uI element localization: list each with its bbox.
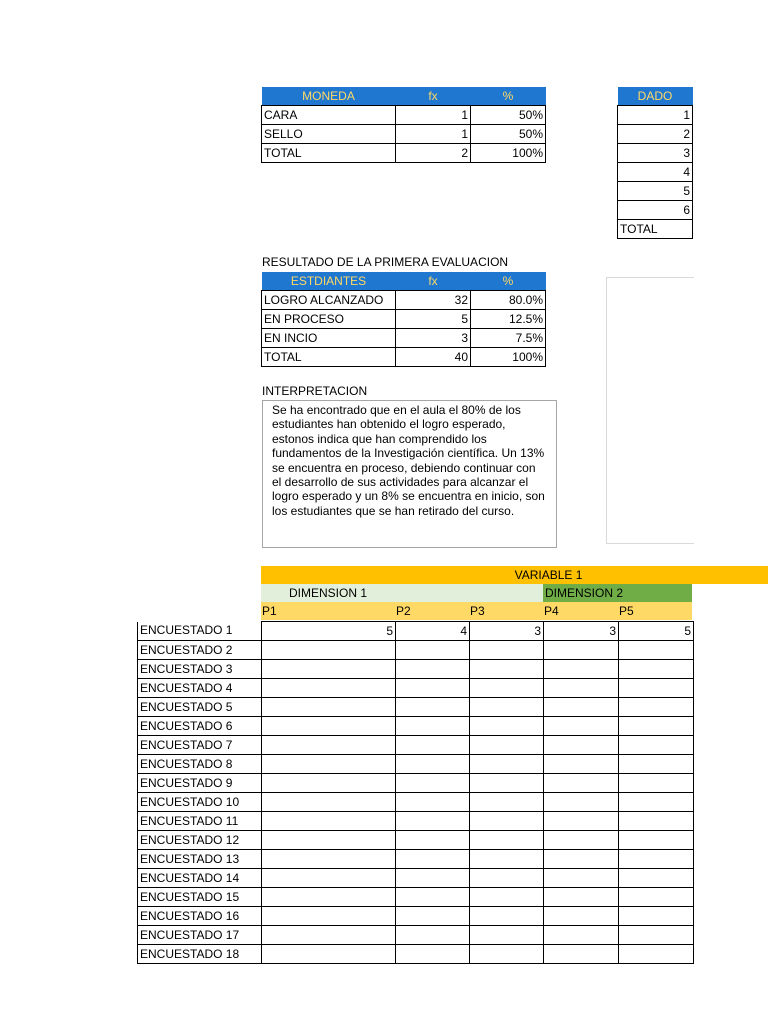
encuesta-cell-p3[interactable] — [470, 717, 544, 736]
encuesta-cell-p4[interactable] — [544, 888, 619, 907]
evaluacion-title: RESULTADO DE LA PRIMERA EVALUACION — [262, 255, 509, 269]
moneda-row-label[interactable]: SELLO — [262, 125, 396, 144]
encuesta-cell-p5[interactable] — [619, 736, 694, 755]
encuesta-cell-p3[interactable] — [470, 926, 544, 945]
evaluacion-row-pct[interactable]: 80.0% — [471, 291, 546, 310]
encuestado-label[interactable]: ENCUESTADO 5 — [138, 698, 262, 717]
moneda-header-row — [262, 87, 546, 106]
encuestado-label[interactable]: ENCUESTADO 12 — [138, 831, 262, 850]
encuesta-row — [138, 736, 694, 755]
chart-placeholder-frame[interactable] — [606, 277, 694, 544]
encuestado-label[interactable]: ENCUESTADO 6 — [138, 717, 262, 736]
moneda-header-label: MONEDA — [262, 87, 396, 106]
dado-row — [618, 125, 693, 144]
question-p4: P4 — [544, 604, 559, 618]
encuesta-cell-p3[interactable] — [470, 679, 544, 698]
encuesta-cell-p2[interactable] — [396, 945, 470, 964]
encuesta-cell-p2[interactable] — [396, 698, 470, 717]
encuesta-cell-p2[interactable] — [396, 717, 470, 736]
dado-value[interactable]: 5 — [618, 182, 693, 201]
variable-band — [261, 566, 768, 584]
encuesta-cell-p4[interactable] — [544, 698, 619, 717]
encuestado-label[interactable]: ENCUESTADO 4 — [138, 679, 262, 698]
encuesta-row — [138, 850, 694, 869]
dado-value[interactable]: 2 — [618, 125, 693, 144]
variable-label: VARIABLE 1 — [514, 568, 583, 582]
encuesta-cell-p1[interactable] — [262, 907, 396, 926]
encuesta-cell-p2[interactable] — [396, 679, 470, 698]
encuesta-cell-p5[interactable] — [619, 812, 694, 831]
encuesta-cell-p4[interactable] — [544, 907, 619, 926]
encuesta-row — [138, 717, 694, 736]
encuesta-row — [138, 793, 694, 812]
encuesta-cell-p3[interactable] — [470, 907, 544, 926]
encuesta-cell-p3[interactable] — [470, 850, 544, 869]
encuesta-cell-p5[interactable] — [619, 660, 694, 679]
moneda-row-pct[interactable]: 50% — [471, 125, 546, 144]
encuestado-label[interactable]: ENCUESTADO 17 — [138, 926, 262, 945]
encuesta-cell-p2[interactable] — [396, 812, 470, 831]
interpretacion-textbox[interactable] — [262, 400, 557, 548]
encuesta-cell-p2[interactable] — [396, 793, 470, 812]
encuesta-cell-p4[interactable] — [544, 812, 619, 831]
dado-header-row — [618, 87, 693, 106]
encuesta-cell-p1[interactable] — [262, 945, 396, 964]
dado-value[interactable]: 6 — [618, 201, 693, 220]
encuesta-cell-p2[interactable] — [396, 774, 470, 793]
evaluacion-row-fx[interactable]: 5 — [396, 310, 471, 329]
encuesta-cell-p4[interactable] — [544, 736, 619, 755]
dado-row — [618, 182, 693, 201]
encuesta-cell-p2[interactable] — [396, 869, 470, 888]
encuesta-cell-p4[interactable] — [544, 831, 619, 850]
evaluacion-row-label[interactable]: EN INCIO — [262, 329, 396, 348]
moneda-row — [262, 144, 546, 163]
encuesta-row — [138, 660, 694, 679]
encuesta-cell-p1[interactable] — [262, 850, 396, 869]
encuesta-cell-p3[interactable] — [470, 698, 544, 717]
encuestado-label[interactable]: ENCUESTADO 7 — [138, 736, 262, 755]
encuesta-cell-p3[interactable] — [470, 793, 544, 812]
encuesta-cell-p5[interactable] — [619, 755, 694, 774]
encuesta-cell-p4[interactable] — [544, 660, 619, 679]
evaluacion-row-fx[interactable]: 3 — [396, 329, 471, 348]
encuesta-row — [138, 869, 694, 888]
encuesta-cell-p3[interactable] — [470, 812, 544, 831]
encuesta-cell-p4[interactable] — [544, 945, 619, 964]
encuesta-cell-p4[interactable] — [544, 641, 619, 660]
encuesta-cell-p3[interactable] — [470, 660, 544, 679]
evaluacion-table — [261, 272, 546, 367]
moneda-row-fx[interactable]: 1 — [396, 106, 471, 125]
encuesta-cell-p2[interactable] — [396, 755, 470, 774]
encuesta-cell-p1[interactable] — [262, 679, 396, 698]
dado-row — [618, 144, 693, 163]
encuesta-cell-p2[interactable] — [396, 641, 470, 660]
dado-value[interactable]: 3 — [618, 144, 693, 163]
encuesta-cell-p5[interactable] — [619, 641, 694, 660]
question-p5: P5 — [619, 604, 634, 618]
encuesta-cell-p1[interactable] — [262, 755, 396, 774]
moneda-header-pct: % — [471, 87, 546, 106]
dado-row — [618, 106, 693, 125]
encuesta-cell-p1[interactable] — [262, 831, 396, 850]
encuesta-cell-p5[interactable]: 5 — [619, 622, 694, 641]
evaluacion-header-pct: % — [471, 272, 546, 291]
encuesta-cell-p2[interactable] — [396, 736, 470, 755]
dado-row — [618, 163, 693, 182]
encuesta-cell-p1[interactable] — [262, 774, 396, 793]
encuesta-cell-p2[interactable] — [396, 831, 470, 850]
encuesta-cell-p4[interactable] — [544, 717, 619, 736]
encuesta-cell-p5[interactable] — [619, 907, 694, 926]
encuesta-cell-p2[interactable] — [396, 660, 470, 679]
encuesta-row — [138, 698, 694, 717]
encuesta-cell-p3[interactable] — [470, 869, 544, 888]
encuesta-cell-p2[interactable] — [396, 907, 470, 926]
evaluacion-row-label[interactable]: LOGRO ALCANZADO — [262, 291, 396, 310]
encuesta-cell-p2[interactable] — [396, 888, 470, 907]
dado-header: DADO — [618, 87, 693, 106]
dado-value[interactable]: 4 — [618, 163, 693, 182]
encuesta-cell-p5[interactable] — [619, 698, 694, 717]
evaluacion-header-fx: fx — [396, 272, 471, 291]
dado-total-row — [618, 220, 693, 239]
moneda-row-label[interactable]: CARA — [262, 106, 396, 125]
encuestado-label[interactable]: ENCUESTADO 13 — [138, 850, 262, 869]
interpretacion-title: INTERPRETACION — [262, 384, 368, 398]
moneda-row — [262, 106, 546, 125]
encuesta-cell-p2[interactable] — [396, 850, 470, 869]
encuesta-cell-p1[interactable] — [262, 869, 396, 888]
encuesta-cell-p4[interactable] — [544, 679, 619, 698]
dimension1-label: DIMENSION 1 — [289, 586, 368, 600]
moneda-row-pct[interactable]: 50% — [471, 106, 546, 125]
encuesta-cell-p5[interactable] — [619, 888, 694, 907]
evaluacion-row-fx[interactable]: 40 — [396, 348, 471, 367]
encuesta-cell-p4[interactable] — [544, 850, 619, 869]
evaluacion-row-label[interactable]: EN PROCESO — [262, 310, 396, 329]
encuesta-cell-p4[interactable] — [544, 869, 619, 888]
evaluacion-row-pct[interactable]: 100% — [471, 348, 546, 367]
evaluacion-row — [262, 310, 546, 329]
encuesta-cell-p5[interactable] — [619, 945, 694, 964]
dimension1-band — [261, 584, 543, 602]
encuesta-cell-p1[interactable] — [262, 812, 396, 831]
encuestado-label[interactable]: ENCUESTADO 1 — [138, 622, 262, 641]
encuesta-cell-p3[interactable]: 3 — [470, 622, 544, 641]
encuesta-cell-p5[interactable] — [619, 793, 694, 812]
encuestado-label[interactable]: ENCUESTADO 9 — [138, 774, 262, 793]
encuesta-cell-p3[interactable] — [470, 736, 544, 755]
encuesta-cell-p1[interactable] — [262, 641, 396, 660]
encuesta-row — [138, 926, 694, 945]
encuestado-label[interactable]: ENCUESTADO 15 — [138, 888, 262, 907]
moneda-table — [261, 87, 546, 163]
question-p2: P2 — [396, 604, 411, 618]
encuesta-cell-p4[interactable] — [544, 755, 619, 774]
evaluacion-row — [262, 291, 546, 310]
encuesta-cell-p5[interactable] — [619, 869, 694, 888]
encuesta-cell-p1[interactable] — [262, 793, 396, 812]
evaluacion-row — [262, 329, 546, 348]
encuesta-row — [138, 812, 694, 831]
encuesta-cell-p5[interactable] — [619, 850, 694, 869]
moneda-row-label[interactable]: TOTAL — [262, 144, 396, 163]
question-p1: P1 — [262, 604, 277, 618]
dado-row — [618, 201, 693, 220]
dimension2-label: DIMENSION 2 — [545, 586, 624, 600]
encuesta-cell-p4[interactable] — [544, 926, 619, 945]
encuesta-cell-p5[interactable] — [619, 717, 694, 736]
encuesta-cell-p4[interactable] — [544, 793, 619, 812]
encuesta-row — [138, 641, 694, 660]
dado-value[interactable]: 1 — [618, 106, 693, 125]
encuesta-cell-p5[interactable] — [619, 831, 694, 850]
encuesta-row — [138, 755, 694, 774]
dado-table — [617, 87, 693, 239]
encuestado-label[interactable]: ENCUESTADO 11 — [138, 812, 262, 831]
encuesta-row — [138, 907, 694, 926]
encuesta-cell-p4[interactable]: 3 — [544, 622, 619, 641]
encuesta-cell-p5[interactable] — [619, 774, 694, 793]
encuesta-row — [138, 622, 694, 641]
encuesta-cell-p3[interactable] — [470, 831, 544, 850]
dimension2-band — [543, 584, 692, 602]
encuesta-cell-p3[interactable] — [470, 888, 544, 907]
evaluacion-row-fx[interactable]: 32 — [396, 291, 471, 310]
encuesta-cell-p3[interactable] — [470, 641, 544, 660]
encuesta-cell-p3[interactable] — [470, 945, 544, 964]
moneda-row — [262, 125, 546, 144]
evaluacion-row-pct[interactable]: 7.5% — [471, 329, 546, 348]
encuestado-label[interactable]: ENCUESTADO 10 — [138, 793, 262, 812]
encuesta-cell-p1[interactable]: 5 — [262, 622, 396, 641]
moneda-header-fx: fx — [396, 87, 471, 106]
encuesta-cell-p1[interactable] — [262, 888, 396, 907]
evaluacion-row-pct[interactable]: 12.5% — [471, 310, 546, 329]
encuestado-label[interactable]: ENCUESTADO 14 — [138, 869, 262, 888]
evaluacion-row-label[interactable]: TOTAL — [262, 348, 396, 367]
encuesta-row — [138, 888, 694, 907]
evaluacion-header-row — [262, 272, 546, 291]
encuesta-cell-p1[interactable] — [262, 926, 396, 945]
encuestado-label[interactable]: ENCUESTADO 3 — [138, 660, 262, 679]
evaluacion-row — [262, 348, 546, 367]
encuesta-cell-p3[interactable] — [470, 774, 544, 793]
encuesta-cell-p5[interactable] — [619, 679, 694, 698]
encuesta-row — [138, 774, 694, 793]
encuesta-cell-p5[interactable] — [619, 926, 694, 945]
dado-total-label[interactable]: TOTAL — [618, 220, 693, 239]
encuesta-row — [138, 945, 694, 964]
encuestado-label[interactable]: ENCUESTADO 2 — [138, 641, 262, 660]
interpretacion-text: Se ha encontrado que en el aula el 80% de los estudiantes han obtenido el logro esperado, estonos indica que han comprendido los fundamentos de la Investigación científica. Un 13% se encuentra en proceso, debiendo continuar con el desarrollo de sus actividades para alcanzar el logro esperado y un 8% se encuentra en inicio, son los estudiantes que se han retirado del curso. — [272, 403, 545, 518]
moneda-row-pct[interactable]: 100% — [471, 144, 546, 163]
moneda-row-fx[interactable]: 2 — [396, 144, 471, 163]
encuesta-cell-p3[interactable] — [470, 755, 544, 774]
encuesta-row — [138, 831, 694, 850]
moneda-row-fx[interactable]: 1 — [396, 125, 471, 144]
encuestado-label[interactable]: ENCUESTADO 8 — [138, 755, 262, 774]
encuesta-cell-p2[interactable]: 4 — [396, 622, 470, 641]
evaluacion-header-label: ESTDIANTES — [262, 272, 396, 291]
encuesta-cell-p1[interactable] — [262, 736, 396, 755]
question-p3: P3 — [470, 604, 485, 618]
encuesta-cell-p1[interactable] — [262, 660, 396, 679]
encuesta-cell-p1[interactable] — [262, 717, 396, 736]
encuesta-row — [138, 679, 694, 698]
encuestado-label[interactable]: ENCUESTADO 18 — [138, 945, 262, 964]
encuesta-cell-p4[interactable] — [544, 774, 619, 793]
encuesta-cell-p1[interactable] — [262, 698, 396, 717]
encuesta-cell-p2[interactable] — [396, 926, 470, 945]
question-header-row — [261, 602, 692, 620]
encuestado-label[interactable]: ENCUESTADO 16 — [138, 907, 262, 926]
encuesta-grid — [137, 621, 694, 964]
encuesta-table — [137, 621, 694, 964]
